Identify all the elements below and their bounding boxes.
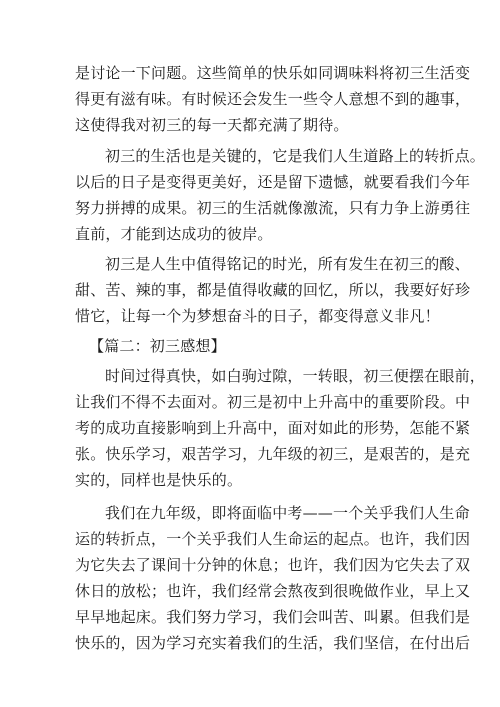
paragraph-line: 直前，才能到达成功的彼岸。 <box>75 225 273 243</box>
paragraph-line: 早早地起床。我们努力学习，我们会叫苦、叫累。但我们是 <box>75 608 471 626</box>
paragraph-line: 让我们不得不去面对。初三是初中上升高中的重要阶段。中 <box>75 393 471 411</box>
paragraph-line: 初三的生活也是关键的，它是我们人生道路上的转折点。 <box>105 147 486 165</box>
paragraph-line: 是讨论一下问题。这些简单的快乐如同调味料将初三生活变 <box>75 64 471 82</box>
paragraph-line: 我们在九年级，即将面临中考——一个关乎我们人生命 <box>105 504 470 522</box>
paragraph-line: 初三是人生中值得铭记的时光，所有发生在初三的酸、 <box>105 255 470 273</box>
paragraph-line: 努力拼搏的成果。初三的生活就像激流，只有力争上游勇往 <box>75 199 471 217</box>
paragraph-line: 实的，同样也是快乐的。 <box>75 471 243 489</box>
section-heading: 【篇二：初三感想】 <box>89 337 226 355</box>
paragraph-line: 甜、苦、辣的事，都是值得收藏的回忆，所以，我要好好珍 <box>75 281 471 299</box>
paragraph-line: 快乐的，因为学习充实着我们的生活，我们坚信，在付出后 <box>75 634 471 652</box>
paragraph-line: 运的转折点，一个关乎我们人生命运的起点。也许，我们因 <box>75 530 471 548</box>
paragraph-line: 考的成功直接影响到上升高中，面对如此的形势，怎能不紧 <box>75 419 471 437</box>
paragraph-line: 以后的日子是变得更美好，还是留下遗憾，就要看我们今年 <box>75 173 471 191</box>
paragraph-line: 时间过得真快，如白驹过隙，一转眼，初三便摆在眼前， <box>105 367 486 385</box>
paragraph-line: 休日的放松；也许，我们经常会熬夜到很晚做作业，早上又 <box>75 582 471 600</box>
paragraph-line: 这使得我对初三的每一天都充满了期待。 <box>75 116 349 134</box>
paragraph-line: 得更有滋有味。有时候还会发生一些令人意想不到的趣事， <box>75 90 471 108</box>
paragraph-line: 惜它，让每一个为梦想奋斗的日子，都变得意义非凡！ <box>75 307 440 325</box>
paragraph-line: 为它失去了课间十分钟的休息；也许，我们因为它失去了双 <box>75 556 471 574</box>
paragraph-line: 张。快乐学习，艰苦学习，九年级的初三，是艰苦的，是充 <box>75 445 471 463</box>
